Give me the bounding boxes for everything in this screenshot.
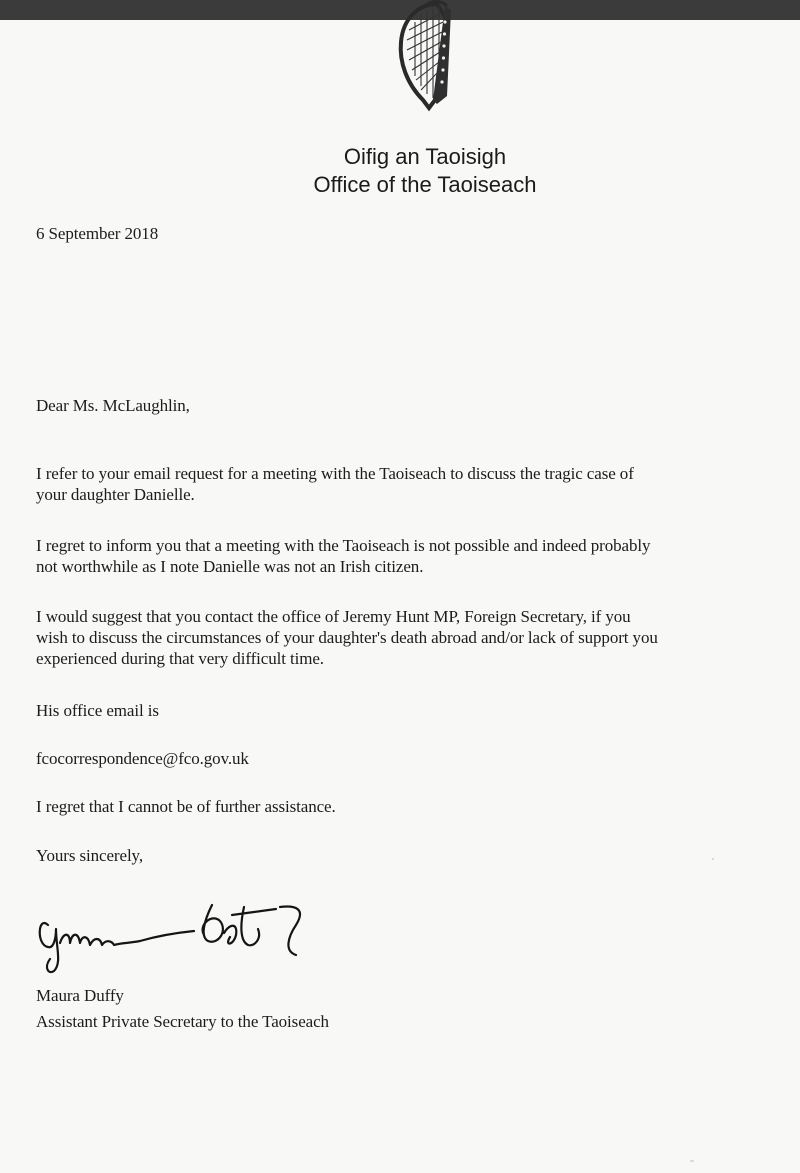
office-header: [250, 143, 600, 199]
paragraph-1-line-2: your daughter Danielle.: [36, 485, 195, 504]
letter-date: 6 September 2018: [36, 224, 159, 243]
signer-title: Assistant Private Secretary to the Taoiseach: [36, 1012, 329, 1031]
email-address: fcocorrespondence@fco.gov.uk: [36, 749, 249, 768]
closing: Yours sincerely,: [36, 846, 144, 865]
paragraph-2-line-1: I regret to inform you that a meeting with the Taoiseach is not possible and indeed probably: [36, 536, 651, 555]
paper-speck: [690, 1160, 694, 1162]
paragraph-3-line-1: I would suggest that you contact the office of Jeremy Hunt MP, Foreign Secretary, if you: [36, 607, 631, 626]
paragraph-1-line-1: I refer to your email request for a meeting with the Taoiseach to discuss the tragic case of: [36, 464, 634, 483]
harp-emblem: [385, 0, 461, 116]
paragraph-3-line-2: wish to discuss the circumstances of your daughter's death abroad and/or lack of support you: [36, 628, 658, 647]
regret-line: I regret that I cannot be of further assistance.: [36, 797, 336, 816]
paragraph-3-line-3: experienced during that very difficult time.: [36, 649, 324, 668]
handwritten-signature: [34, 885, 319, 975]
signer-name: Maura Duffy: [36, 986, 124, 1005]
paragraph-2-line-2: not worthwhile as I note Danielle was not an Irish citizen.: [36, 557, 424, 576]
email-intro: His office email is: [36, 701, 159, 720]
office-name-english: Office of the Taoiseach: [313, 172, 537, 197]
office-name-irish: Oifig an Taoisigh: [343, 144, 507, 169]
salutation: Dear Ms. McLaughlin,: [36, 396, 190, 415]
paper-speck: [712, 858, 714, 860]
